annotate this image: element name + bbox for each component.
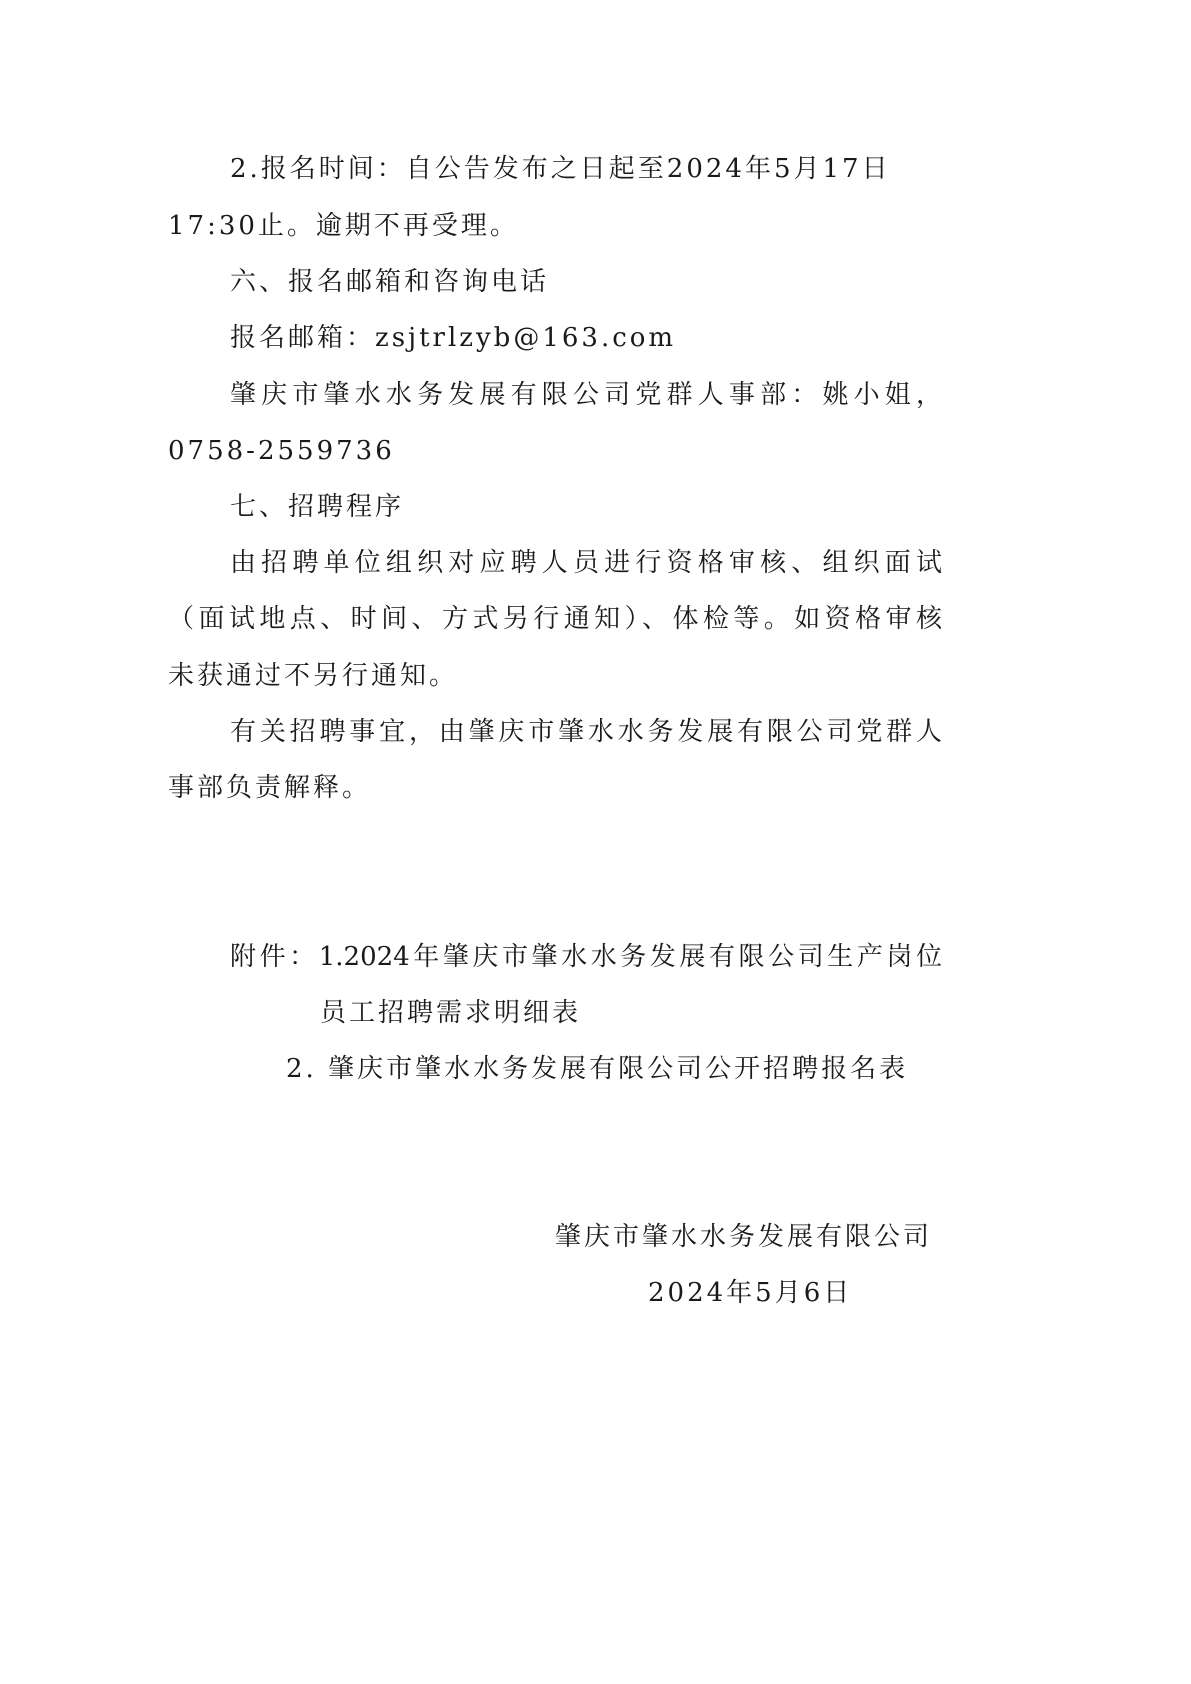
section-6-heading: 六、报名邮箱和咨询电话 xyxy=(230,267,550,297)
registration-time-line-1: 2.报名时间：自公告发布之日起至2024年5月17日 xyxy=(230,154,891,184)
attachment-item-1-line-2: 员工招聘需求明细表 xyxy=(320,998,582,1028)
registration-time-line-2: 17:30止。逾期不再受理。 xyxy=(168,211,519,241)
contact-phone: 0758-2559736 xyxy=(168,436,395,466)
attachment-item-1-line-1: 附件：1.2024年肇庆市肇水水务发展有限公司生产岗位 xyxy=(230,942,942,972)
interpretation-line-1: 有关招聘事宜，由肇庆市肇水水务发展有限公司党群人 xyxy=(230,717,942,747)
procedure-line-2: （面试地点、时间、方式另行通知）、体检等。如资格审核 xyxy=(168,604,942,634)
signature-date: 2024年5月6日 xyxy=(648,1278,853,1308)
section-7-heading: 七、招聘程序 xyxy=(230,492,405,522)
signature-organization: 肇庆市肇水水务发展有限公司 xyxy=(555,1222,933,1252)
procedure-line-1: 由招聘单位组织对应聘人员进行资格审核、组织面试 xyxy=(230,548,942,578)
attachment-item-2: 2. 肇庆市肇水水务发展有限公司公开招聘报名表 xyxy=(286,1054,909,1084)
procedure-line-3: 未获通过不另行通知。 xyxy=(168,661,459,691)
email-line: 报名邮箱：zsjtrlzyb@163.com xyxy=(230,323,677,353)
contact-line-1: 肇庆市肇水水务发展有限公司党群人事部：姚小姐， xyxy=(230,380,942,410)
interpretation-line-2: 事部负责解释。 xyxy=(168,773,372,803)
